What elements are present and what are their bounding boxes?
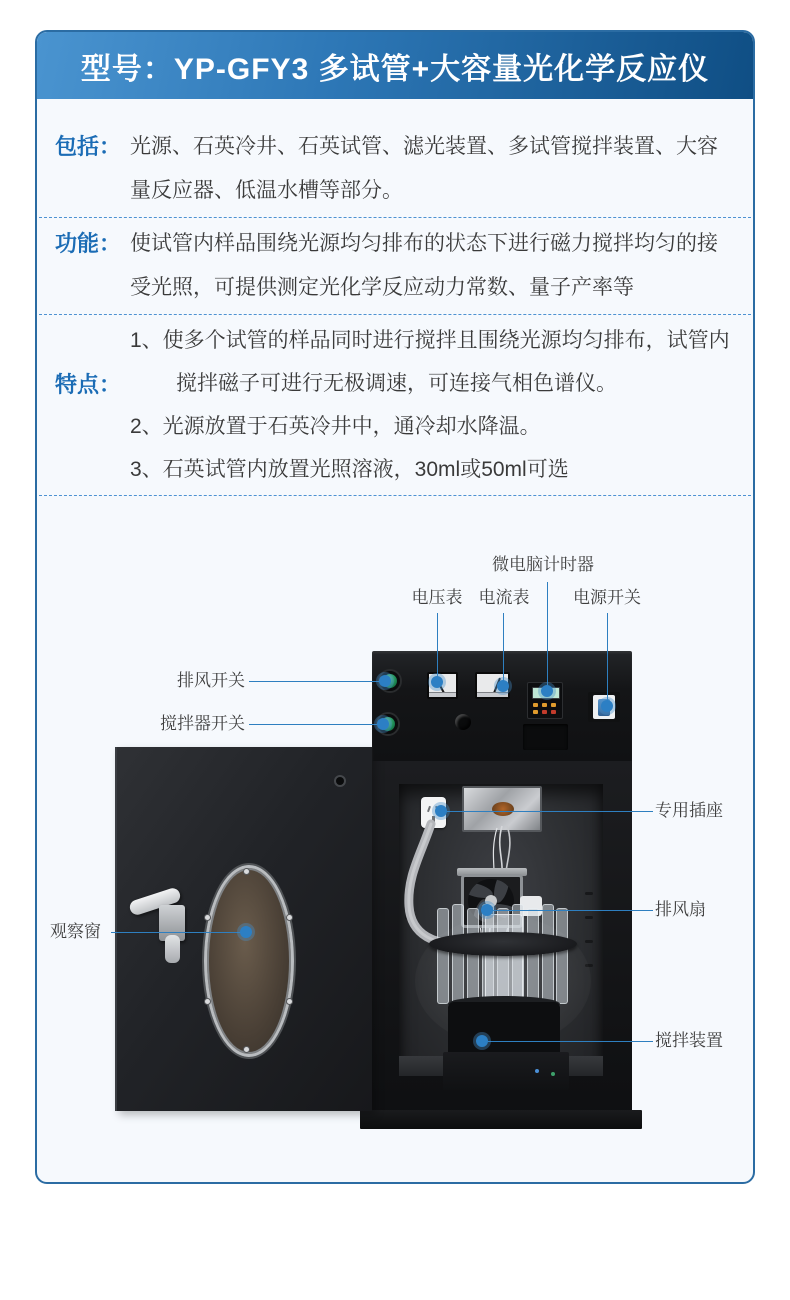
timer-button [542,710,547,714]
test-tube [556,908,568,1004]
callout-dot-stirring-device [476,1035,488,1047]
section-include-text: 光源、石英冷井、石英试管、滤光装置、多试管搅拌装置、大容量反应器、低温水槽等部分。 [130,135,718,202]
callout-dot-stirrer-switch [377,718,389,730]
callout-exhaust-switch: 排风开关 [177,671,245,690]
callout-voltmeter: 电压表 [411,588,463,607]
leader-line-dedicated-socket [445,811,653,812]
callout-dot-power-switch [601,700,613,712]
section-function-label: 功能： [55,231,122,256]
leader-line-voltmeter [437,613,438,679]
test-tube [467,908,479,1004]
stirrer-base [448,1002,560,1056]
leader-line-exhaust-fan [489,910,653,911]
product-card [35,30,755,1184]
callout-dot-observation-window [240,926,252,938]
window-screw [287,999,292,1004]
leader-line-exhaust-switch [249,681,385,682]
section-include-label: 包括： [55,134,122,159]
timer-button [542,703,547,707]
callout-stirrer-switch: 搅拌器开关 [160,714,245,733]
window-screw [244,1047,249,1052]
observation-window [204,865,294,1057]
callout-dot-ammeter [497,680,509,692]
callout-observation-window: 观察窗 [50,922,101,941]
section-features-list [130,319,731,491]
leader-line-stirrer-switch [249,724,383,725]
timer-button [551,710,556,714]
timer-button [551,703,556,707]
window-screw [244,869,249,874]
timer-button [533,703,538,707]
callout-stirring-device: 搅拌装置 [655,1031,723,1050]
section-features [37,315,753,495]
callout-dot-timer [541,685,553,697]
test-tube [437,908,449,1004]
section-include [37,99,753,217]
tube-holder-disc [429,932,577,956]
leader-line-stirring-device [484,1041,653,1042]
leader-line-observation-window [111,932,245,933]
callout-dedicated-socket: 专用插座 [655,801,723,820]
stand-led-green [551,1072,555,1076]
feature-item: 2、光源放置于石英冷井中，通冷却水降温。 [130,415,541,438]
ammeter-base [477,692,508,697]
timer-button [533,710,538,714]
panel-knob [455,714,471,730]
test-tube [452,904,464,1006]
door-latch-hook [165,935,180,963]
feature-item: 1、使多个试管的样品同时进行搅拌且围绕光源均匀排布，试管内搅拌磁子可进行无极调速，可连接气相色谱仪。 [130,329,730,395]
section-features-label: 特点： [55,372,122,397]
quartz-cold-well [485,914,523,1006]
callout-power-switch: 电源开关 [573,588,641,607]
window-screw [287,915,292,920]
window-screw [205,915,210,920]
callout-dot-dedicated-socket [435,805,447,817]
feature-item: 3、石英试管内放置光照溶液，30ml或50ml可选 [130,458,569,481]
section-function [37,218,753,314]
window-screw [205,999,210,1004]
stand-led-blue [535,1069,539,1073]
leader-line-power-switch [607,613,608,703]
timer-recess [523,724,568,750]
callout-exhaust-fan: 排风扇 [655,900,706,919]
cabinet-plinth [360,1110,642,1129]
callout-dot-exhaust-fan [481,904,493,916]
title-bar [37,32,753,99]
callout-dot-voltmeter [431,676,443,688]
page-title: 型号：YP-GFY3 多试管+大容量光化学反应仪 [80,52,710,86]
leader-line-timer [547,582,548,687]
test-tube [527,908,539,1004]
stirrer-stand [443,1052,569,1090]
control-panel [372,651,632,761]
callout-dot-exhaust-switch [379,675,391,687]
voltmeter-base [429,692,456,697]
door-lock [336,777,344,785]
test-tube [542,904,554,1006]
callout-timer: 微电脑计时器 [492,555,594,574]
product-diagram [37,496,753,1184]
section-function-text: 使试管内样品围绕光源均匀排布的状态下进行磁力搅拌均匀的接受光照，可提供测定光化学反应动力常数、量子产率等 [130,232,718,299]
callout-ammeter: 电流表 [478,588,530,607]
leader-line-ammeter [503,613,504,683]
